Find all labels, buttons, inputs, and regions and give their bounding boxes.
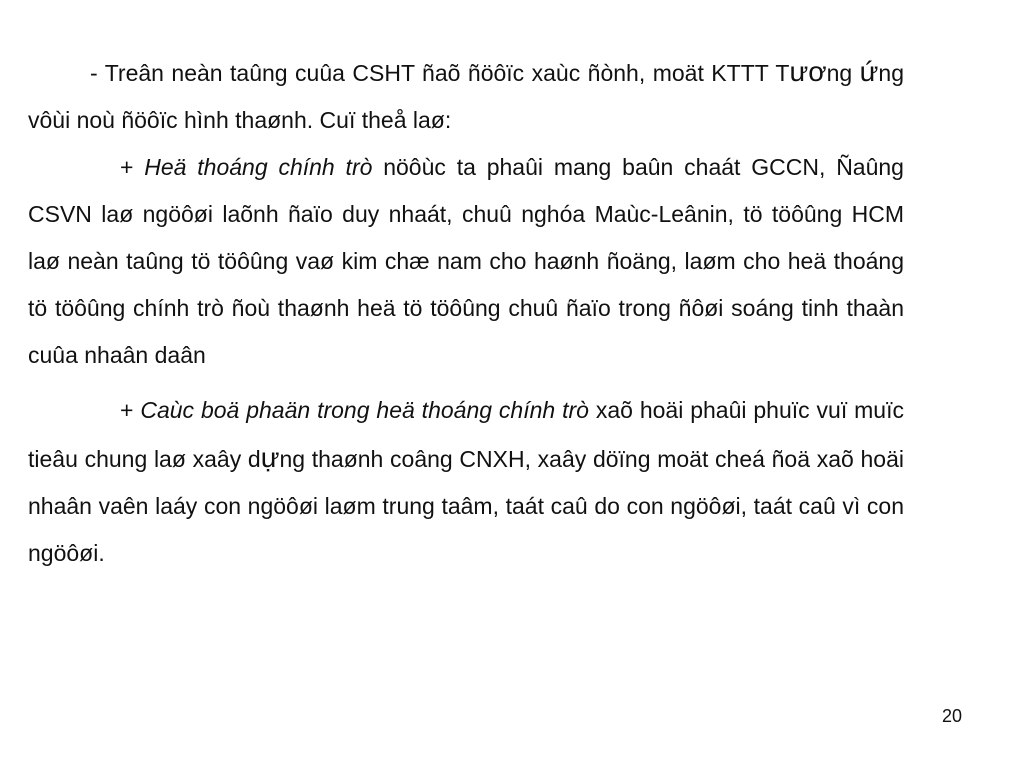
- paragraph-system-parts-italic: Caùc boä phaän trong heä thoáng chính trò: [140, 397, 589, 423]
- paragraph-intro-text-d: ứ: [859, 56, 879, 87]
- paragraph-intro-text-a: - Treân neàn taûng cuûa CSHT ñaõ ñöôïc xaùc ñònh, moät KTTT T: [90, 60, 790, 86]
- page-number: 20: [941, 706, 962, 726]
- slide-body: [28, 48, 904, 577]
- paragraph-political-system-prefix: +: [120, 154, 145, 180]
- paragraph-system-parts-text-a: xaõ hoäi phaûi phuïc vuï muïc tieâu chung laø xaây d: [28, 397, 904, 472]
- paragraph-system-parts: [28, 387, 904, 577]
- paragraph-system-parts-prefix: +: [120, 397, 141, 423]
- paragraph-intro-text-c: ng: [826, 60, 860, 86]
- paragraph-system-parts-text-c: ng thaønh coâng CNXH, xaây döïng moät cheá ñoä xaõ hoäi nhaân vaên laáy con ngöôøi laøm trung taâm, taát caû do con ngöôøi, taát caû vì con ngöôøi.: [28, 446, 904, 566]
- paragraph-intro: [28, 48, 904, 144]
- paragraph-system-parts-text-b: ự: [260, 442, 280, 473]
- paragraph-political-system-text: nöôùc ta phaûi mang baûn chaát GCCN, Ñaûng CSVN laø ngöôøi laõnh ñaïo duy nhaát, chuû nghóa Maùc-Leânin, tö töôûng HCM laø neàn taûng tö töôûng vaø kim chæ nam cho haønh ñoäng, laøm cho heä thoáng tö töôûng chính trò ñoù thaønh heä tö töôûng chuû ñaïo trong ñôøi soáng tinh thaàn cuûa nhaân daân: [28, 154, 904, 368]
- paragraph-political-system-italic: Heä thoáng chính trò: [144, 154, 373, 180]
- paragraph-intro-text-b: ươ: [789, 56, 827, 87]
- paragraph-political-system: [28, 144, 904, 379]
- paragraph-intro-text-e: ng vôùi noù ñöôïc hình thaønh. Cuï theå laø:: [28, 60, 904, 133]
